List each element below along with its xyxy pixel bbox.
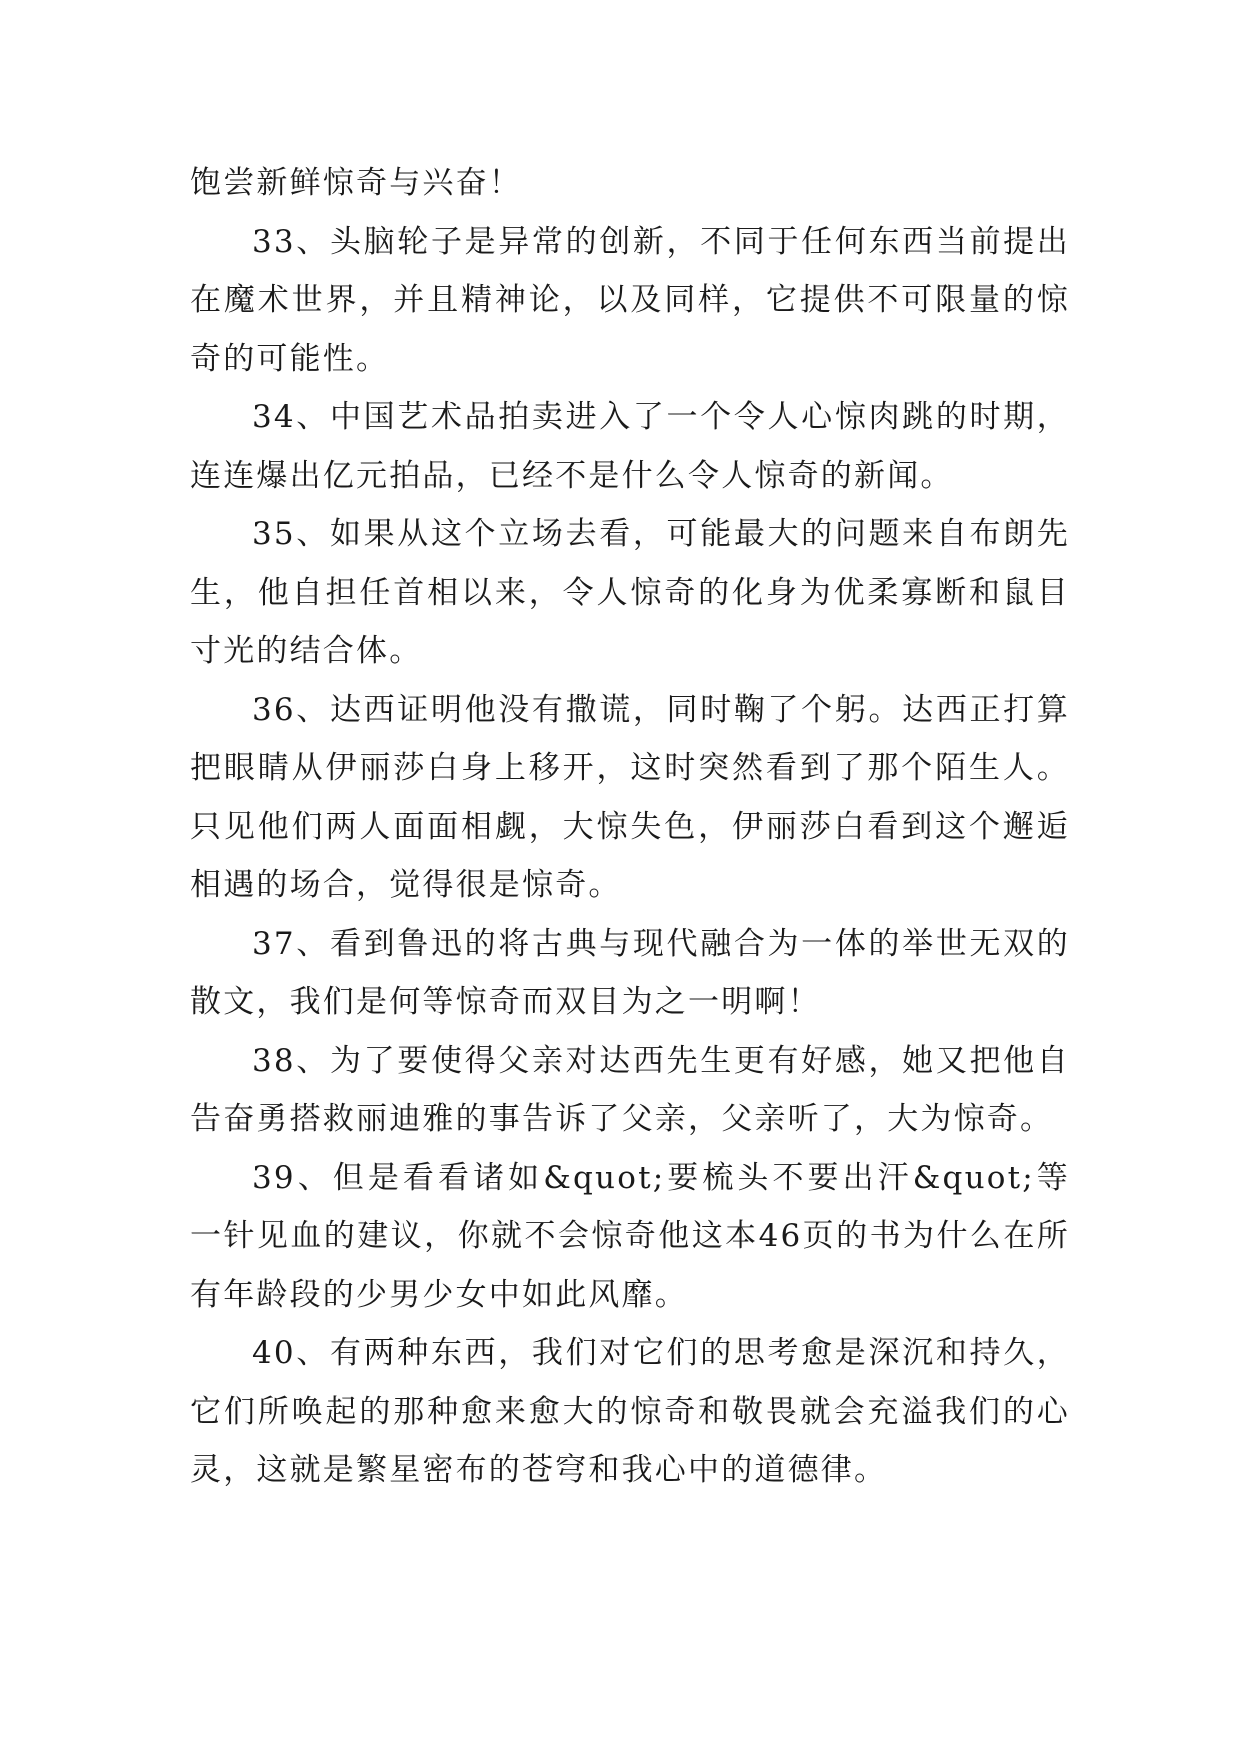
paragraph-37: 37、看到鲁迅的将古典与现代融合为一体的举世无双的散文，我们是何等惊奇而双目为之一明啊！ <box>190 925 1070 1020</box>
paragraph-33: 33、头脑轮子是异常的创新，不同于任何东西当前提出在魔术世界，并且精神论，以及同样，它提供不可限量的惊奇的可能性。 <box>190 223 1070 377</box>
paragraph-continued: 饱尝新鲜惊奇与兴奋！ <box>190 165 522 201</box>
paragraph-34: 34、中国艺术品拍卖进入了一个令人心惊肉跳的时期，连连爆出亿元拍品，已经不是什么令人惊奇的新闻。 <box>190 399 1070 494</box>
paragraph-36: 36、达西证明他没有撒谎，同时鞠了个躬。达西正打算把眼睛从伊丽莎白身上移开，这时突然看到了那个陌生人。只见他们两人面面相觑，大惊失色，伊丽莎白看到这个邂逅相遇的场合，觉得很是惊奇。 <box>190 691 1070 903</box>
document-body <box>190 154 1070 1500</box>
paragraph-40: 40、有两种东西，我们对它们的思考愈是深沉和持久，它们所唤起的那种愈来愈大的惊奇和敬畏就会充溢我们的心灵，这就是繁星密布的苍穹和我心中的道德律。 <box>190 1335 1070 1488</box>
paragraph-38: 38、为了要使得父亲对达西先生更有好感，她又把他自告奋勇搭救丽迪雅的事告诉了父亲，父亲听了，大为惊奇。 <box>190 1042 1070 1137</box>
paragraph-39: 39、但是看看诸如&quot;要梳头不要出汗&quot;等一针见血的建议，你就不会惊奇他这本46页的书为什么在所有年龄段的少男少女中如此风靡。 <box>190 1159 1070 1313</box>
paragraph-35: 35、如果从这个立场去看，可能最大的问题来自布朗先生，他自担任首相以来，令人惊奇的化身为优柔寡断和鼠目寸光的结合体。 <box>190 516 1070 669</box>
